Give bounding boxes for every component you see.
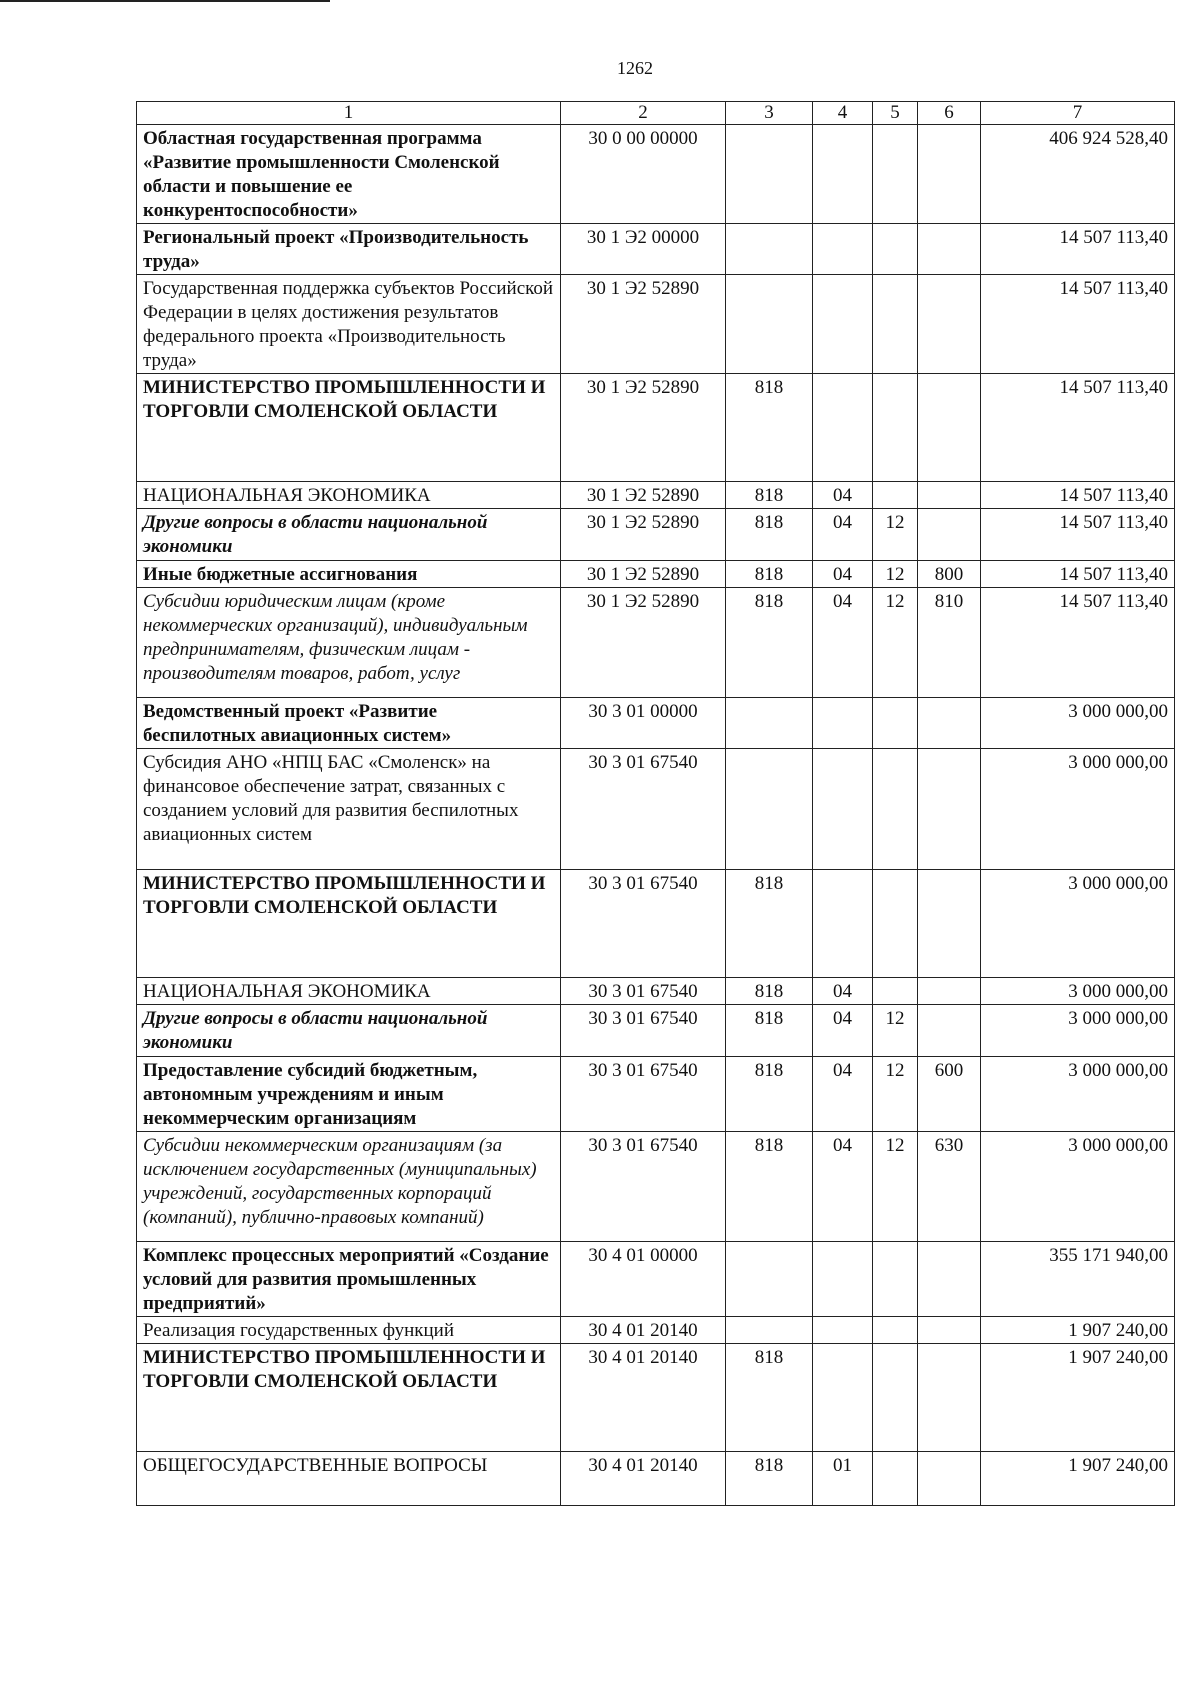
- amount: 1 907 240,00: [981, 1344, 1175, 1452]
- target-article-code: 30 1 Э2 52890: [561, 509, 726, 561]
- amount: 3 000 000,00: [981, 698, 1175, 749]
- expense-type-code: [918, 374, 981, 482]
- target-article-code: 30 3 01 67540: [561, 1005, 726, 1057]
- target-article-code: 30 1 Э2 52890: [561, 588, 726, 698]
- table-row: [137, 870, 1175, 978]
- subsection-code: 12: [873, 1132, 918, 1242]
- row-name: Реализация государственных функций: [137, 1317, 561, 1344]
- amount: 3 000 000,00: [981, 1057, 1175, 1132]
- subsection-code: [873, 1317, 918, 1344]
- expense-type-code: [918, 1452, 981, 1506]
- subsection-code: 12: [873, 1005, 918, 1057]
- amount: 14 507 113,40: [981, 275, 1175, 374]
- subsection-code: [873, 125, 918, 224]
- target-article-code: 30 3 01 67540: [561, 1132, 726, 1242]
- top-rule: [0, 0, 330, 2]
- target-article-code: 30 1 Э2 52890: [561, 482, 726, 509]
- row-name: МИНИСТЕРСТВО ПРОМЫШЛЕННОСТИ И ТОРГОВЛИ СМОЛЕНСКОЙ ОБЛАСТИ: [137, 1344, 561, 1452]
- ministry-code: [726, 1317, 813, 1344]
- section-code: [813, 1242, 873, 1317]
- row-name: МИНИСТЕРСТВО ПРОМЫШЛЕННОСТИ И ТОРГОВЛИ СМОЛЕНСКОЙ ОБЛАСТИ: [137, 374, 561, 482]
- table-row: [137, 1242, 1175, 1317]
- section-code: [813, 698, 873, 749]
- expense-type-code: [918, 509, 981, 561]
- amount: 14 507 113,40: [981, 374, 1175, 482]
- section-code: 04: [813, 561, 873, 588]
- ministry-code: 818: [726, 1132, 813, 1242]
- header-row: [137, 102, 1175, 125]
- target-article-code: 30 1 Э2 52890: [561, 561, 726, 588]
- table-row: [137, 749, 1175, 870]
- section-code: [813, 870, 873, 978]
- amount: 14 507 113,40: [981, 224, 1175, 275]
- expense-type-code: [918, 698, 981, 749]
- expense-type-code: [918, 749, 981, 870]
- expense-type-code: 800: [918, 561, 981, 588]
- subsection-code: [873, 482, 918, 509]
- ministry-code: 818: [726, 482, 813, 509]
- amount: 3 000 000,00: [981, 978, 1175, 1005]
- section-code: 04: [813, 978, 873, 1005]
- table-row: [137, 978, 1175, 1005]
- section-code: [813, 374, 873, 482]
- expense-type-code: 630: [918, 1132, 981, 1242]
- ministry-code: 818: [726, 561, 813, 588]
- ministry-code: 818: [726, 1344, 813, 1452]
- ministry-code: 818: [726, 509, 813, 561]
- target-article-code: 30 3 01 67540: [561, 978, 726, 1005]
- table-row: [137, 224, 1175, 275]
- expense-type-code: [918, 275, 981, 374]
- subsection-code: [873, 749, 918, 870]
- header-cell: 2: [561, 102, 726, 125]
- target-article-code: 30 1 Э2 00000: [561, 224, 726, 275]
- expense-type-code: [918, 125, 981, 224]
- row-name: НАЦИОНАЛЬНАЯ ЭКОНОМИКА: [137, 978, 561, 1005]
- ministry-code: [726, 1242, 813, 1317]
- header-cell: 3: [726, 102, 813, 125]
- table-row: [137, 482, 1175, 509]
- subsection-code: 12: [873, 509, 918, 561]
- subsection-code: [873, 1452, 918, 1506]
- expense-type-code: [918, 978, 981, 1005]
- target-article-code: 30 4 01 20140: [561, 1452, 726, 1506]
- table-row: [137, 125, 1175, 224]
- row-name: Комплекс процессных мероприятий «Создание условий для развития промышленных предприятий»: [137, 1242, 561, 1317]
- amount: 1 907 240,00: [981, 1452, 1175, 1506]
- subsection-code: 12: [873, 561, 918, 588]
- budget-table: [136, 101, 1175, 1506]
- ministry-code: [726, 275, 813, 374]
- section-code: [813, 224, 873, 275]
- ministry-code: [726, 749, 813, 870]
- target-article-code: 30 1 Э2 52890: [561, 374, 726, 482]
- table-row: [137, 1452, 1175, 1506]
- target-article-code: 30 4 01 20140: [561, 1344, 726, 1452]
- amount: 14 507 113,40: [981, 561, 1175, 588]
- table-row: [137, 1057, 1175, 1132]
- subsection-code: [873, 978, 918, 1005]
- row-name: НАЦИОНАЛЬНАЯ ЭКОНОМИКА: [137, 482, 561, 509]
- table-row: [137, 509, 1175, 561]
- section-code: [813, 749, 873, 870]
- row-name: Региональный проект «Производительность труда»: [137, 224, 561, 275]
- subsection-code: [873, 374, 918, 482]
- target-article-code: 30 3 01 67540: [561, 1057, 726, 1132]
- ministry-code: 818: [726, 1452, 813, 1506]
- table-row: [137, 374, 1175, 482]
- subsection-code: [873, 1242, 918, 1317]
- section-code: 04: [813, 1132, 873, 1242]
- section-code: [813, 1317, 873, 1344]
- expense-type-code: [918, 870, 981, 978]
- row-name: ОБЩЕГОСУДАРСТВЕННЫЕ ВОПРОСЫ: [137, 1452, 561, 1506]
- expense-type-code: 600: [918, 1057, 981, 1132]
- expense-type-code: [918, 224, 981, 275]
- table-row: [137, 1132, 1175, 1242]
- expense-type-code: [918, 1242, 981, 1317]
- ministry-code: 818: [726, 978, 813, 1005]
- table-row: [137, 588, 1175, 698]
- target-article-code: 30 4 01 00000: [561, 1242, 726, 1317]
- table-row: [137, 561, 1175, 588]
- expense-type-code: [918, 1005, 981, 1057]
- row-name: Другие вопросы в области национальной экономики: [137, 509, 561, 561]
- table-row: [137, 1344, 1175, 1452]
- subsection-code: 12: [873, 588, 918, 698]
- target-article-code: 30 0 00 00000: [561, 125, 726, 224]
- ministry-code: 818: [726, 374, 813, 482]
- ministry-code: [726, 698, 813, 749]
- row-name: Субсидия АНО «НПЦ БАС «Смоленск» на финансовое обеспечение затрат, связанных с созданием условий для развития беспилотных авиационных систем: [137, 749, 561, 870]
- section-code: 04: [813, 509, 873, 561]
- table-row: [137, 698, 1175, 749]
- row-name: Иные бюджетные ассигнования: [137, 561, 561, 588]
- row-name: Ведомственный проект «Развитие беспилотных авиационных систем»: [137, 698, 561, 749]
- expense-type-code: [918, 482, 981, 509]
- expense-type-code: [918, 1317, 981, 1344]
- row-name: Субсидии юридическим лицам (кроме некоммерческих организаций), индивидуальным предпринимателям, физическим лицам - производителям товаров, работ, услуг: [137, 588, 561, 698]
- page-number: 1262: [617, 58, 653, 78]
- row-name: Субсидии некоммерческим организациям (за исключением государственных (муниципальных) учреждений, государственных корпораций (компаний), публично-правовых компаний): [137, 1132, 561, 1242]
- section-code: 04: [813, 588, 873, 698]
- amount: 406 924 528,40: [981, 125, 1175, 224]
- amount: 14 507 113,40: [981, 509, 1175, 561]
- amount: 3 000 000,00: [981, 749, 1175, 870]
- amount: 3 000 000,00: [981, 1132, 1175, 1242]
- subsection-code: [873, 1344, 918, 1452]
- row-name: МИНИСТЕРСТВО ПРОМЫШЛЕННОСТИ И ТОРГОВЛИ СМОЛЕНСКОЙ ОБЛАСТИ: [137, 870, 561, 978]
- amount: 3 000 000,00: [981, 1005, 1175, 1057]
- row-name: Областная государственная программа «Развитие промышленности Смоленской области и повышение ее конкурентоспособности»: [137, 125, 561, 224]
- subsection-code: [873, 224, 918, 275]
- section-code: [813, 125, 873, 224]
- amount: 1 907 240,00: [981, 1317, 1175, 1344]
- ministry-code: [726, 125, 813, 224]
- header-cell: 4: [813, 102, 873, 125]
- expense-type-code: [918, 1344, 981, 1452]
- amount: 14 507 113,40: [981, 482, 1175, 509]
- header-cell: 1: [137, 102, 561, 125]
- row-name: Государственная поддержка субъектов Российской Федерации в целях достижения результатов федерального проекта «Производительность труда»: [137, 275, 561, 374]
- table-row: [137, 1005, 1175, 1057]
- amount: 3 000 000,00: [981, 870, 1175, 978]
- ministry-code: [726, 224, 813, 275]
- ministry-code: 818: [726, 1005, 813, 1057]
- header-cell: 5: [873, 102, 918, 125]
- section-code: 04: [813, 1005, 873, 1057]
- header-cell: 7: [981, 102, 1175, 125]
- table-row: [137, 1317, 1175, 1344]
- section-code: 04: [813, 482, 873, 509]
- subsection-code: 12: [873, 1057, 918, 1132]
- ministry-code: 818: [726, 588, 813, 698]
- subsection-code: [873, 698, 918, 749]
- ministry-code: 818: [726, 1057, 813, 1132]
- header-cell: 6: [918, 102, 981, 125]
- row-name: Предоставление субсидий бюджетным, автономным учреждениям и иным некоммерческим организациям: [137, 1057, 561, 1132]
- target-article-code: 30 3 01 00000: [561, 698, 726, 749]
- subsection-code: [873, 870, 918, 978]
- target-article-code: 30 3 01 67540: [561, 870, 726, 978]
- expense-type-code: 810: [918, 588, 981, 698]
- table-row: [137, 275, 1175, 374]
- ministry-code: 818: [726, 870, 813, 978]
- amount: 14 507 113,40: [981, 588, 1175, 698]
- section-code: 01: [813, 1452, 873, 1506]
- row-name: Другие вопросы в области национальной экономики: [137, 1005, 561, 1057]
- subsection-code: [873, 275, 918, 374]
- amount: 355 171 940,00: [981, 1242, 1175, 1317]
- section-code: [813, 275, 873, 374]
- section-code: [813, 1344, 873, 1452]
- section-code: 04: [813, 1057, 873, 1132]
- target-article-code: 30 1 Э2 52890: [561, 275, 726, 374]
- target-article-code: 30 4 01 20140: [561, 1317, 726, 1344]
- target-article-code: 30 3 01 67540: [561, 749, 726, 870]
